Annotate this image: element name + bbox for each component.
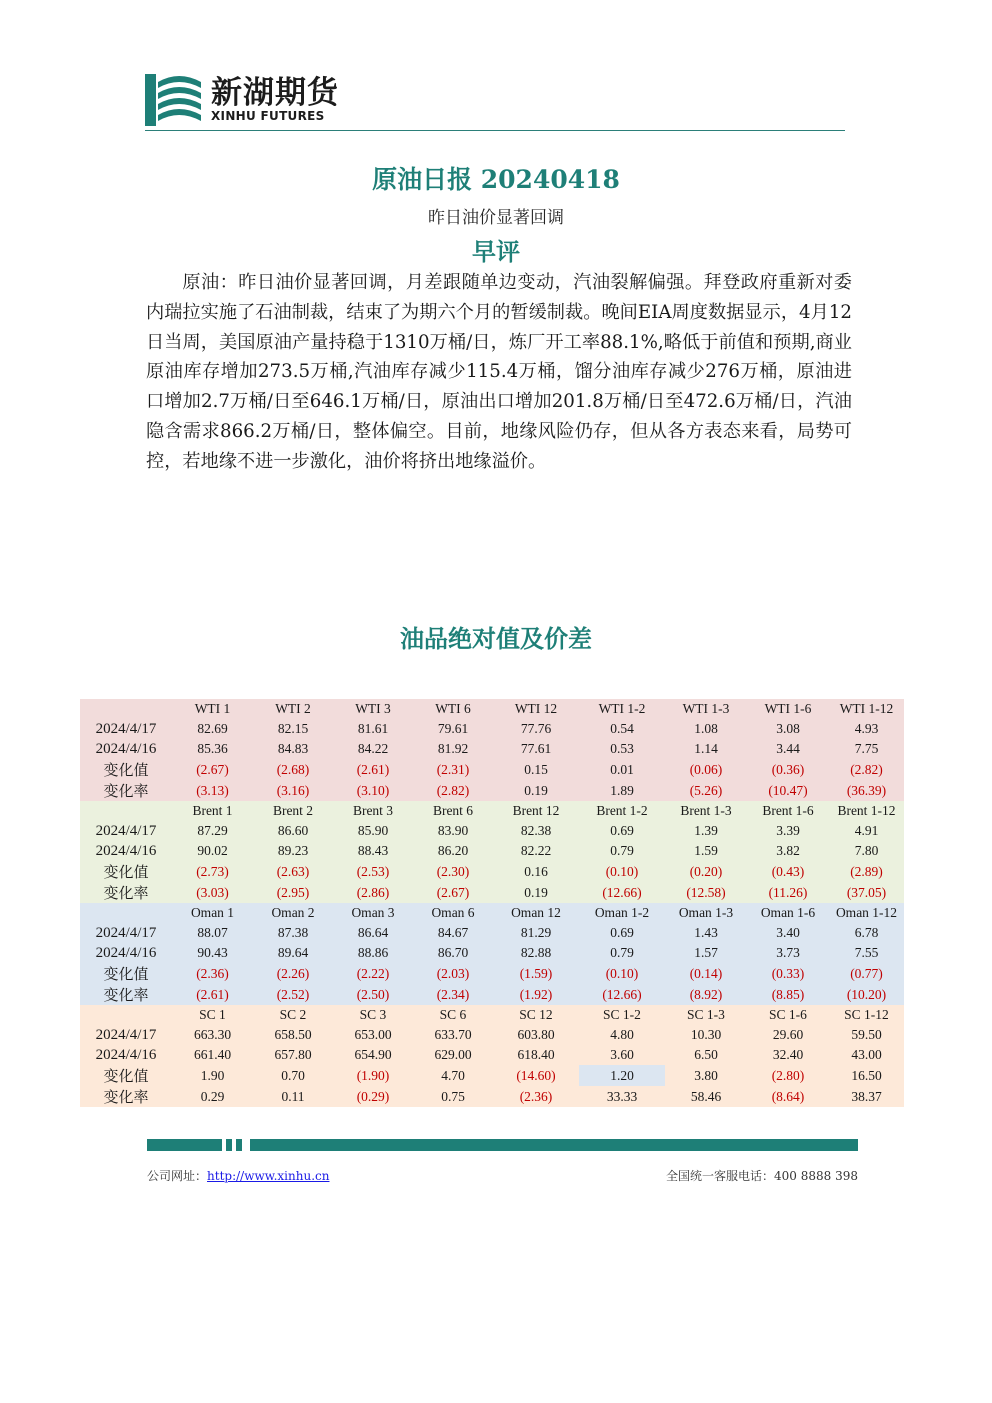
table-cell: (2.50) [333, 984, 413, 1005]
table-cell: 0.69 [579, 821, 665, 841]
table-cell: 3.39 [747, 821, 829, 841]
table-cell: 7.55 [829, 943, 904, 963]
table-cell: 6.78 [829, 923, 904, 943]
table-cell: 90.02 [172, 841, 253, 861]
table-cell: 603.80 [493, 1025, 579, 1045]
table-cell: (3.13) [172, 780, 253, 801]
brand-name-en: XINHU FUTURES [211, 109, 325, 123]
column-header: WTI 1-6 [747, 699, 829, 719]
table-cell: (2.67) [172, 759, 253, 780]
section-heading-comment: 早评 [472, 237, 520, 266]
table-row [80, 719, 904, 739]
table-cell: 79.61 [413, 719, 493, 739]
column-header: SC 1-3 [665, 1005, 747, 1025]
table-cell: 0.16 [493, 861, 579, 882]
table-header-row [80, 801, 904, 821]
table-cell: 86.64 [333, 923, 413, 943]
table-cell: 1.43 [665, 923, 747, 943]
table-cell: 0.01 [579, 759, 665, 780]
table-cell: 3.40 [747, 923, 829, 943]
table-cell: 86.20 [413, 841, 493, 861]
row-label: 变化率 [80, 780, 172, 801]
table-cell: (0.14) [665, 963, 747, 984]
table-cell: 0.19 [493, 780, 579, 801]
table-cell: (2.86) [333, 882, 413, 903]
table-cell: 81.61 [333, 719, 413, 739]
table-row [80, 841, 904, 861]
table-cell: 3.80 [665, 1065, 747, 1086]
table-cell: 77.76 [493, 719, 579, 739]
footer-website [147, 1167, 329, 1184]
table-cell: 82.22 [493, 841, 579, 861]
column-header: Brent 1-2 [579, 801, 665, 821]
column-header: Oman 1-12 [829, 903, 904, 923]
table-header-row [80, 699, 904, 719]
table-cell: 3.73 [747, 943, 829, 963]
column-header: Brent 3 [333, 801, 413, 821]
report-title: 原油日报 20240418 [372, 165, 620, 194]
table-cell: (2.53) [333, 861, 413, 882]
table-corner-cell [80, 903, 172, 923]
table-cell: 0.54 [579, 719, 665, 739]
table-cell: 85.36 [172, 739, 253, 759]
footer-hotline: 全国统一客服电话：400 8888 398 [666, 1169, 858, 1183]
table-cell: 82.15 [253, 719, 333, 739]
table-cell: 0.70 [253, 1065, 333, 1086]
table-cell: (0.06) [665, 759, 747, 780]
table-cell: (5.26) [665, 780, 747, 801]
row-label: 变化值 [80, 963, 172, 984]
table-row [80, 861, 904, 882]
table-cell: 633.70 [413, 1025, 493, 1045]
table-cell: 3.08 [747, 719, 829, 739]
table-corner-cell [80, 1005, 172, 1025]
table-cell: 3.82 [747, 841, 829, 861]
table-row [80, 882, 904, 903]
table-cell: (2.36) [172, 963, 253, 984]
oil-price-table [80, 699, 904, 1107]
column-header: SC 6 [413, 1005, 493, 1025]
table-cell: (3.03) [172, 882, 253, 903]
column-header: SC 3 [333, 1005, 413, 1025]
column-header: WTI 6 [413, 699, 493, 719]
column-header: Brent 1 [172, 801, 253, 821]
table-row [80, 1065, 904, 1086]
table-cell: 33.33 [579, 1086, 665, 1107]
footer-bar-mid2 [236, 1139, 242, 1151]
table-cell: 1.57 [665, 943, 747, 963]
table-cell: (12.58) [665, 882, 747, 903]
table-cell: (2.61) [172, 984, 253, 1005]
column-header: Brent 1-12 [829, 801, 904, 821]
column-header: Brent 12 [493, 801, 579, 821]
table-cell: 0.79 [579, 841, 665, 861]
table-cell: (1.90) [333, 1065, 413, 1086]
column-header: Oman 1 [172, 903, 253, 923]
table-cell: 84.67 [413, 923, 493, 943]
footer-bar-mid [226, 1139, 232, 1151]
table-cell: (0.36) [747, 759, 829, 780]
logo-mark-icon [145, 74, 201, 126]
table-cell: 3.44 [747, 739, 829, 759]
table-cell: 88.07 [172, 923, 253, 943]
table-cell: 59.50 [829, 1025, 904, 1045]
table-cell: 3.60 [579, 1045, 665, 1065]
table-cell: 0.79 [579, 943, 665, 963]
row-label: 变化率 [80, 984, 172, 1005]
table-cell: (2.31) [413, 759, 493, 780]
column-header: Oman 6 [413, 903, 493, 923]
table-cell: 10.30 [665, 1025, 747, 1045]
column-header: WTI 1-12 [829, 699, 904, 719]
table-cell: (2.68) [253, 759, 333, 780]
table-row [80, 759, 904, 780]
table-cell: 87.29 [172, 821, 253, 841]
table-cell: 32.40 [747, 1045, 829, 1065]
table-cell: 4.70 [413, 1065, 493, 1086]
column-header: WTI 3 [333, 699, 413, 719]
table-cell: 0.75 [413, 1086, 493, 1107]
table-cell: (10.47) [747, 780, 829, 801]
table-cell: 77.61 [493, 739, 579, 759]
website-link[interactable]: http://www.xinhu.cn [207, 1169, 330, 1183]
table-row [80, 943, 904, 963]
table-cell: (0.10) [579, 861, 665, 882]
table-cell: 82.88 [493, 943, 579, 963]
table-row [80, 821, 904, 841]
table-cell: (0.29) [333, 1086, 413, 1107]
table-cell: 4.91 [829, 821, 904, 841]
table-cell: (0.20) [665, 861, 747, 882]
column-header: Oman 12 [493, 903, 579, 923]
table-cell: 0.11 [253, 1086, 333, 1107]
column-header: Oman 1-6 [747, 903, 829, 923]
table-cell: (2.30) [413, 861, 493, 882]
table-cell: 4.93 [829, 719, 904, 739]
table-cell: (11.26) [747, 882, 829, 903]
table-cell: (10.20) [829, 984, 904, 1005]
table-cell: (0.33) [747, 963, 829, 984]
table-cell: (2.73) [172, 861, 253, 882]
table-cell: 86.70 [413, 943, 493, 963]
report-subtitle: 昨日油价显著回调 [428, 208, 564, 228]
row-label: 2024/4/17 [80, 719, 172, 739]
row-label: 2024/4/16 [80, 1045, 172, 1065]
table-cell: 16.50 [829, 1065, 904, 1086]
column-header: Oman 1-3 [665, 903, 747, 923]
table-cell: (12.66) [579, 984, 665, 1005]
column-header: WTI 1 [172, 699, 253, 719]
table-cell: 1.39 [665, 821, 747, 841]
table-cell: (2.67) [413, 882, 493, 903]
column-header: SC 1-6 [747, 1005, 829, 1025]
table-cell: 0.69 [579, 923, 665, 943]
table-row [80, 984, 904, 1005]
table-cell: 88.86 [333, 943, 413, 963]
table-cell: 658.50 [253, 1025, 333, 1045]
footer-bar-right [250, 1139, 858, 1151]
table-cell: 0.53 [579, 739, 665, 759]
row-label: 2024/4/17 [80, 923, 172, 943]
table-cell: (0.10) [579, 963, 665, 984]
column-header: SC 2 [253, 1005, 333, 1025]
footer-bar-left [147, 1139, 222, 1151]
column-header: SC 1-2 [579, 1005, 665, 1025]
section-heading-table: 油品绝对值及价差 [400, 624, 592, 653]
column-header: Brent 6 [413, 801, 493, 821]
table-cell: (0.77) [829, 963, 904, 984]
row-label: 变化值 [80, 1065, 172, 1086]
table-header-row [80, 1005, 904, 1025]
row-label: 2024/4/16 [80, 841, 172, 861]
table-cell: 1.14 [665, 739, 747, 759]
column-header: WTI 2 [253, 699, 333, 719]
table-cell: (2.63) [253, 861, 333, 882]
table-cell: 81.92 [413, 739, 493, 759]
table-cell: 83.90 [413, 821, 493, 841]
column-header: Brent 1-3 [665, 801, 747, 821]
table-cell: 58.46 [665, 1086, 747, 1107]
column-header: Oman 3 [333, 903, 413, 923]
table-cell: (2.34) [413, 984, 493, 1005]
table-header-row [80, 903, 904, 923]
table-cell: (1.59) [493, 963, 579, 984]
header-rule [145, 130, 845, 131]
table-cell: (8.92) [665, 984, 747, 1005]
table-cell: 84.83 [253, 739, 333, 759]
column-header: SC 1-12 [829, 1005, 904, 1025]
table-cell: 0.15 [493, 759, 579, 780]
table-row [80, 963, 904, 984]
table-cell: (2.22) [333, 963, 413, 984]
table-cell: 663.30 [172, 1025, 253, 1045]
brand-name-cn: 新湖期货 [211, 75, 339, 111]
table-cell: 38.37 [829, 1086, 904, 1107]
row-label: 2024/4/17 [80, 821, 172, 841]
header [145, 72, 845, 132]
table-row [80, 1086, 904, 1107]
table-cell: (2.61) [333, 759, 413, 780]
table-cell: 7.80 [829, 841, 904, 861]
row-label: 变化率 [80, 1086, 172, 1107]
row-label: 2024/4/16 [80, 943, 172, 963]
table-cell: (37.05) [829, 882, 904, 903]
table-cell: 1.20 [579, 1065, 665, 1086]
column-header: Oman 1-2 [579, 903, 665, 923]
table-cell: (8.85) [747, 984, 829, 1005]
table-row [80, 1045, 904, 1065]
table-cell: (2.95) [253, 882, 333, 903]
table-cell: 85.90 [333, 821, 413, 841]
table-row [80, 923, 904, 943]
column-header: SC 12 [493, 1005, 579, 1025]
table-cell: 43.00 [829, 1045, 904, 1065]
table-cell: (2.36) [493, 1086, 579, 1107]
row-label: 2024/4/17 [80, 1025, 172, 1045]
table-cell: 657.80 [253, 1045, 333, 1065]
table-cell: 82.69 [172, 719, 253, 739]
table-cell: 90.43 [172, 943, 253, 963]
row-label: 变化率 [80, 882, 172, 903]
table-cell: (2.89) [829, 861, 904, 882]
table-cell: (3.10) [333, 780, 413, 801]
table-row [80, 1025, 904, 1045]
table-cell: 29.60 [747, 1025, 829, 1045]
table-cell: 1.90 [172, 1065, 253, 1086]
table-cell: 1.59 [665, 841, 747, 861]
table-cell: 87.38 [253, 923, 333, 943]
table-cell: 1.08 [665, 719, 747, 739]
table-cell: 6.50 [665, 1045, 747, 1065]
table-cell: 89.64 [253, 943, 333, 963]
table-cell: 86.60 [253, 821, 333, 841]
table-cell: 7.75 [829, 739, 904, 759]
table-cell: 88.43 [333, 841, 413, 861]
column-header: WTI 1-3 [665, 699, 747, 719]
table-cell: (36.39) [829, 780, 904, 801]
column-header: Brent 1-6 [747, 801, 829, 821]
table-cell: 4.80 [579, 1025, 665, 1045]
table-cell: 0.29 [172, 1086, 253, 1107]
column-header: SC 1 [172, 1005, 253, 1025]
comment-paragraph: 原油：昨日油价显著回调，月差跟随单边变动，汽油裂解偏强。拜登政府重新对委内瑞拉实施了石油制裁，结束了为期六个月的暂缓制裁。晚间EIA周度数据显示，4月12日当周，美国原油产量持稳于1310万桶/日，炼厂开工率88.1%,略低于前值和预期,商业原油库存增加273.5万桶,汽油库存减少115.4万桶，馏分油库存减少276万桶，原油进口增加2.7万桶/日至646.1万桶/日，原油出口增加201.8万桶/日至472.6万桶/日，汽油隐含需求866.2万桶/日，整体偏空。目前，地缘风险仍存，但从各方表态来看，局势可控，若地缘不进一步激化，油价将挤出地缘溢价。 [146, 272, 852, 472]
table-row [80, 780, 904, 801]
column-header: Brent 2 [253, 801, 333, 821]
table-cell: 1.89 [579, 780, 665, 801]
row-label: 变化值 [80, 759, 172, 780]
table-cell: (2.26) [253, 963, 333, 984]
website-label: 公司网址： [147, 1169, 208, 1183]
table-cell: 654.90 [333, 1045, 413, 1065]
table-cell: 81.29 [493, 923, 579, 943]
row-label: 2024/4/16 [80, 739, 172, 759]
table-corner-cell [80, 801, 172, 821]
table-cell: 89.23 [253, 841, 333, 861]
table-cell: 653.00 [333, 1025, 413, 1045]
table-cell: (2.03) [413, 963, 493, 984]
table-cell: 618.40 [493, 1045, 579, 1065]
table-corner-cell [80, 699, 172, 719]
table-cell: (1.92) [493, 984, 579, 1005]
table-cell: (2.52) [253, 984, 333, 1005]
table-cell: 629.00 [413, 1045, 493, 1065]
table-cell: 82.38 [493, 821, 579, 841]
table-cell: 84.22 [333, 739, 413, 759]
column-header: WTI 1-2 [579, 699, 665, 719]
column-header: WTI 12 [493, 699, 579, 719]
table-cell: (2.82) [829, 759, 904, 780]
table-cell: 661.40 [172, 1045, 253, 1065]
table-cell: (14.60) [493, 1065, 579, 1086]
column-header: Oman 2 [253, 903, 333, 923]
table-cell: (3.16) [253, 780, 333, 801]
row-label: 变化值 [80, 861, 172, 882]
table-cell: 0.19 [493, 882, 579, 903]
table-cell: (8.64) [747, 1086, 829, 1107]
table-cell: (2.82) [413, 780, 493, 801]
table-row [80, 739, 904, 759]
table-cell: (12.66) [579, 882, 665, 903]
table-cell: (0.43) [747, 861, 829, 882]
table-cell: (2.80) [747, 1065, 829, 1086]
